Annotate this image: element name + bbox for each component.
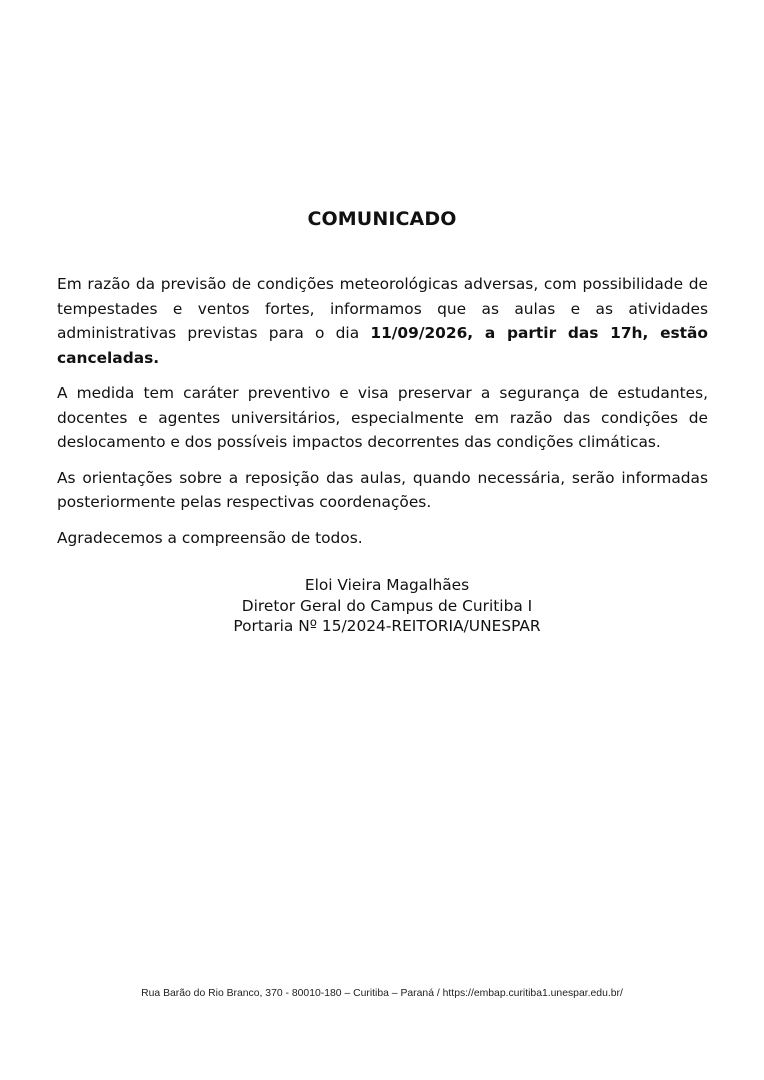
signatory-reference: Portaria Nº 15/2024-REITORIA/UNESPAR: [233, 617, 541, 635]
paragraph-announcement-text: Em razão da previsão de condições meteorológicas adversas, com possibilidade de tempestades e ventos fortes, informamos que as aulas e as atividades administrativas previstas para o dia: [57, 275, 708, 342]
paragraph-thanks: Agradecemos a compreensão de todos.: [57, 528, 363, 547]
signatory-name: Eloi Vieira Magalhães: [304, 576, 470, 594]
signature-block: [0, 575, 764, 637]
footer-address: Rua Barão do Rio Branco, 370 - 80010-180 – Curitiba – Paraná / https://embap.curitiba1.unespar.edu.br/: [141, 988, 623, 999]
cancellation-highlight: 11/09/2026, a partir das 17h, estão canceladas.: [57, 324, 708, 367]
document-title: COMUNICADO: [307, 208, 457, 230]
paragraph-orientations: As orientações sobre a reposição das aulas, quando necessária, serão informadas posteriormente pelas respectivas coordenações.: [57, 468, 708, 511]
document-body: [57, 272, 708, 561]
paragraph-justification: A medida tem caráter preventivo e visa preservar a segurança de estudantes, docentes e agentes universitários, especialmente em razão das condições de deslocamento e dos possíveis impactos decorrentes das condições climáticas.: [57, 384, 708, 451]
paragraph-announcement: [57, 272, 708, 370]
signatory-role: Diretor Geral do Campus de Curitiba I: [241, 596, 533, 615]
